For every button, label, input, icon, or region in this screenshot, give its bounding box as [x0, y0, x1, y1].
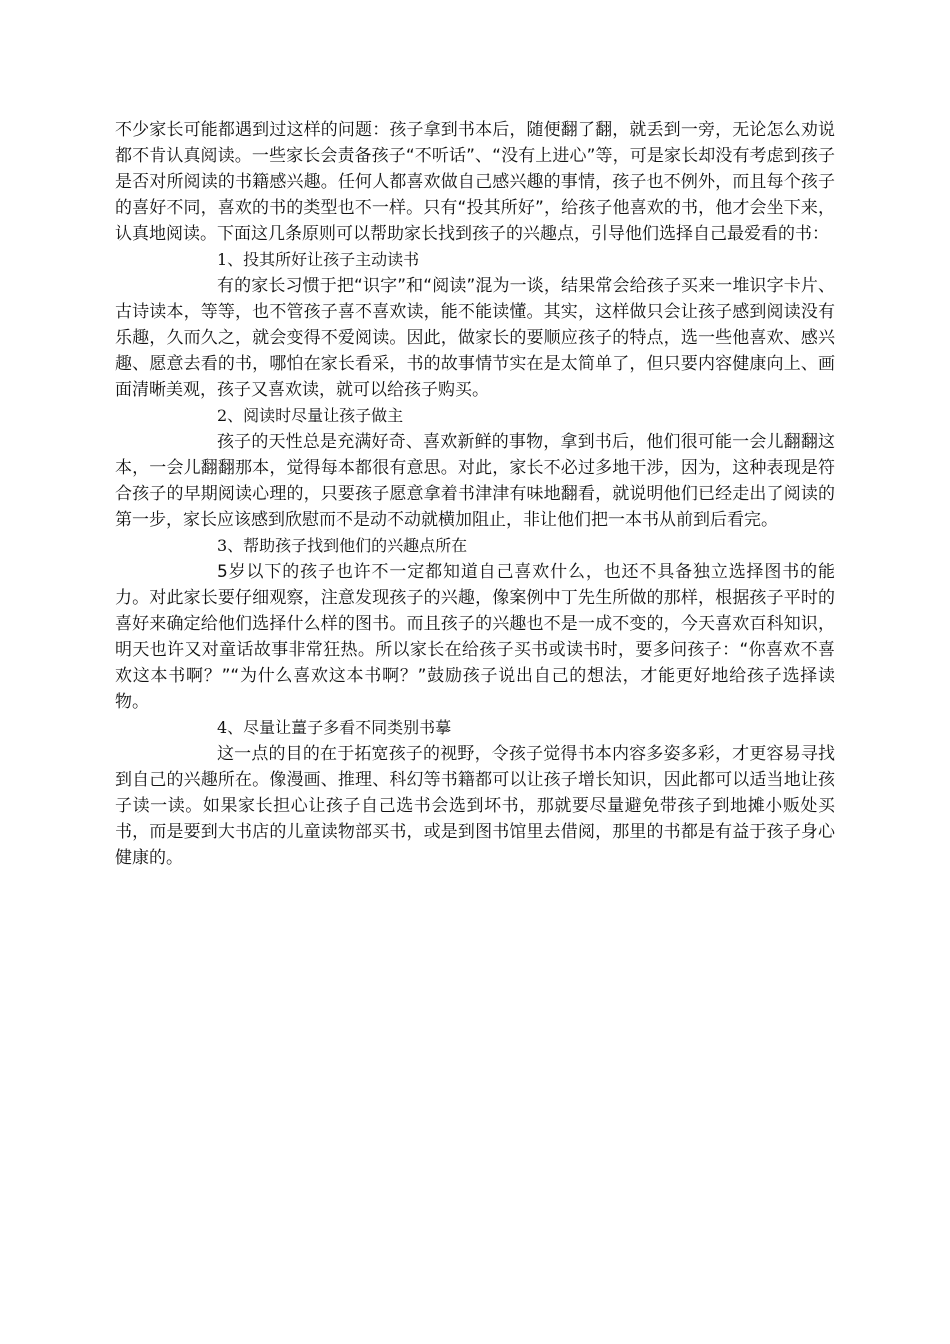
document-page [115, 117, 835, 871]
section-body-2: 孩子的天性总是充满好奇、喜欢新鲜的事物，拿到书后，他们很可能一会儿翻翻这本，一会儿翻翻那本，觉得每本都很有意思。对此，家长不必过多地干涉，因为，这种表现是符合孩子的早期阅读心理的，只要孩子愿意拿着书津津有味地翻看，就说明他们已经走出了阅读的第一步，家长应该感到欣慰而不是动不动就横加阻止，非让他们把一本书从前到后看完。 [115, 432, 835, 530]
section-heading-2: 2、阅读时尽量让孩子做主 [217, 406, 404, 425]
section-heading-1: 1、投其所好让孩子主动读书 [217, 250, 420, 269]
section-body-4: 这一点的目的在于拓宽孩子的视野，令孩子觉得书本内容多姿多彩，才更容易寻找到自己的兴趣所在。像漫画、推理、科幻等书籍都可以让孩子增长知识，因此都可以适当地让孩子读一读。如果家长担心让孩子自己选书会选到坏书，那就要尽量避免带孩子到地摊小贩处买书，而是要到大书店的儿童读物部买书，或是到图书馆里去借阅，那里的书都是有益于孩子身心健康的。 [115, 744, 835, 868]
section-heading-4: 4、尽量让薑子多看不同类别书摹 [217, 718, 452, 737]
section-heading-3: 3、帮助孩子找到他们的兴趣点所在 [217, 536, 468, 555]
section-body-3: 5岁以下的孩子也许不一定都知道自己喜欢什么，也还不具备独立选择图书的能力。对此家长要仔细观察，注意发现孩子的兴趣，像案例中丁先生所做的那样，根据孩子平时的喜好来确定给他们选择什么样的图书。而且孩子的兴趣也不是一成不变的，今天喜欢百科知识，明天也许又对童话故事非常狂热。所以家长在给孩子买书或读书时，要多问孩子：“你喜欢不喜欢这本书啊？”“为什么喜欢这本书啊？”鼓励孩子说出自己的想法，才能更好地给孩子选择读物。 [115, 562, 835, 712]
section-body-1: 有的家长习惯于把“识字”和“阅读”混为一谈，结果常会给孩子买来一堆识字卡片、古诗读本，等等，也不管孩子喜不喜欢读，能不能读懂。其实，这样做只会让孩子感到阅读没有乐趣，久而久之，就会变得不爱阅读。因此，做家长的要顺应孩子的特点，选一些他喜欢、感兴趣、愿意去看的书，哪怕在家长看采，书的故事情节实在是太简单了，但只要内容健康向上、画面清晰美观，孩子又喜欢读，就可以给孩子购买。 [115, 276, 835, 400]
intro-paragraph: 不少家长可能都遇到过这样的问题：孩子拿到书本后，随便翻了翻，就丢到一旁，无论怎么劝说都不肯认真阅读。一些家长会责备孩子“不听话”、“没有上进心”等，可是家长却没有考虑到孩子是否对所阅读的书籍感兴趣。任何人都喜欢做自己感兴趣的事情，孩子也不例外，而且每个孩子的喜好不同，喜欢的书的类型也不一样。只有“投其所好”，给孩子他喜欢的书，他才会坐下来，认真地阅读。下面这几条原则可以帮助家长找到孩子的兴趣点，引导他们选择自己最爱看的书： [115, 120, 835, 244]
